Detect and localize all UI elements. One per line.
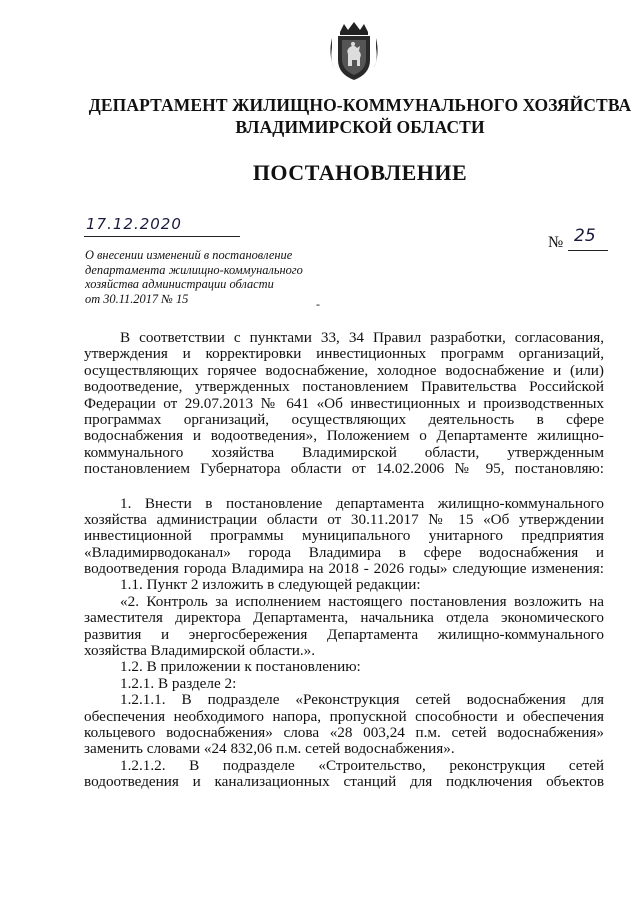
body-line: хозяйства администрации области от 30.11.2017 № 15 «Об утверждении <box>84 510 604 528</box>
subject-line: от 30.11.2017 № 15 <box>85 291 189 306</box>
body-line: 1.1. Пункт 2 изложить в следующей редакции: <box>120 576 421 594</box>
body-line: «2. Контроль за исполнением настоящего постановления возложить на <box>120 592 604 610</box>
org-name-line2: ВЛАДИМИРСКОЙ ОБЛАСТИ <box>235 117 485 137</box>
body-line: развития и энергосбережения Департамента жилищно-коммунального <box>84 625 604 643</box>
body-line: водоотведение, утвержденных постановлением Правительства Российской <box>84 378 604 396</box>
coat-of-arms-icon <box>326 20 382 82</box>
document-subject <box>85 248 325 306</box>
body-line: водоснабжения и водоотведения», Положением о Департаменте жилищно- <box>84 427 604 445</box>
body-line: Федерации от 29.07.2013 № 641 «Об инвестиционных и производственных <box>84 394 604 412</box>
body-line: водоотведения и канализационных станций для подключения объектов <box>84 773 604 791</box>
body-line: кольцевого водоснабжения» слова «28 003,24 п.м. сетей водоснабжения» <box>84 723 604 741</box>
org-name-line1: ДЕПАРТАМЕНТ ЖИЛИЩНО-КОММУНАЛЬНОГО ХОЗЯЙСТВА <box>88 95 632 115</box>
body-line: утверждения и корректировки инвестиционных программ организаций, <box>84 345 604 363</box>
body-line: постановлением Губернатора области от 14.02.2006 № 95, постановляю: <box>84 460 604 478</box>
body-line: программах организаций, осуществляющих деятельность в сфере <box>84 410 604 428</box>
stray-mark: - <box>316 297 320 311</box>
body-line: водоотведения города Владимира на 2018 - 2026 годы» следующие изменения: <box>84 560 604 578</box>
body-line: 1. Внести в постановление департамента жилищно-коммунального <box>120 494 604 512</box>
document-body <box>84 330 604 791</box>
body-line: заменить словами «24 832,06 п.м. сетей водоснабжения». <box>84 740 455 758</box>
paragraph-gap <box>84 478 604 496</box>
body-line: инвестиционной программы муниципального унитарного предприятия <box>84 527 604 545</box>
body-line: 1.2. В приложении к постановлению: <box>120 658 361 676</box>
body-line: осуществляющих горячее водоснабжение, холодное водоснабжение и (или) <box>84 361 604 379</box>
body-line: обеспечения необходимого напора, пропускной способности и обеспечения <box>84 707 604 725</box>
subject-line: департамента жилищно-коммунального <box>85 262 303 277</box>
body-line: 1.2.1.1. В подразделе «Реконструкция сетей водоснабжения для <box>120 691 604 709</box>
subject-line: О внесении изменений в постановление <box>85 248 293 262</box>
body-line: 1.2.1.2. В подразделе «Строительство, реконструкция сетей <box>120 756 604 774</box>
body-line: заместителя директора Департамента, начальника отдела экономического <box>84 609 604 627</box>
date-underline <box>84 236 240 237</box>
document-type-title: ПОСТАНОВЛЕНИЕ <box>252 160 468 185</box>
body-line: хозяйства Владимирской области.». <box>84 642 316 660</box>
body-line: 1.2.1. В разделе 2: <box>120 674 237 692</box>
handwritten-document-number: 25 <box>574 226 596 246</box>
body-line: В соответствии с пунктами 33, 34 Правил разработки, согласования, <box>120 329 604 346</box>
body-line: коммунального хозяйства Владимирской области, утвержденным <box>84 443 604 461</box>
number-underline <box>568 250 608 251</box>
handwritten-date: 17.12.2020 <box>86 215 182 233</box>
subject-line: хозяйства администрации области <box>85 277 274 291</box>
body-line: «Владимирводоканал» города Владимира в сфере водоснабжения и <box>84 543 604 561</box>
document-number-label: № <box>548 234 564 251</box>
